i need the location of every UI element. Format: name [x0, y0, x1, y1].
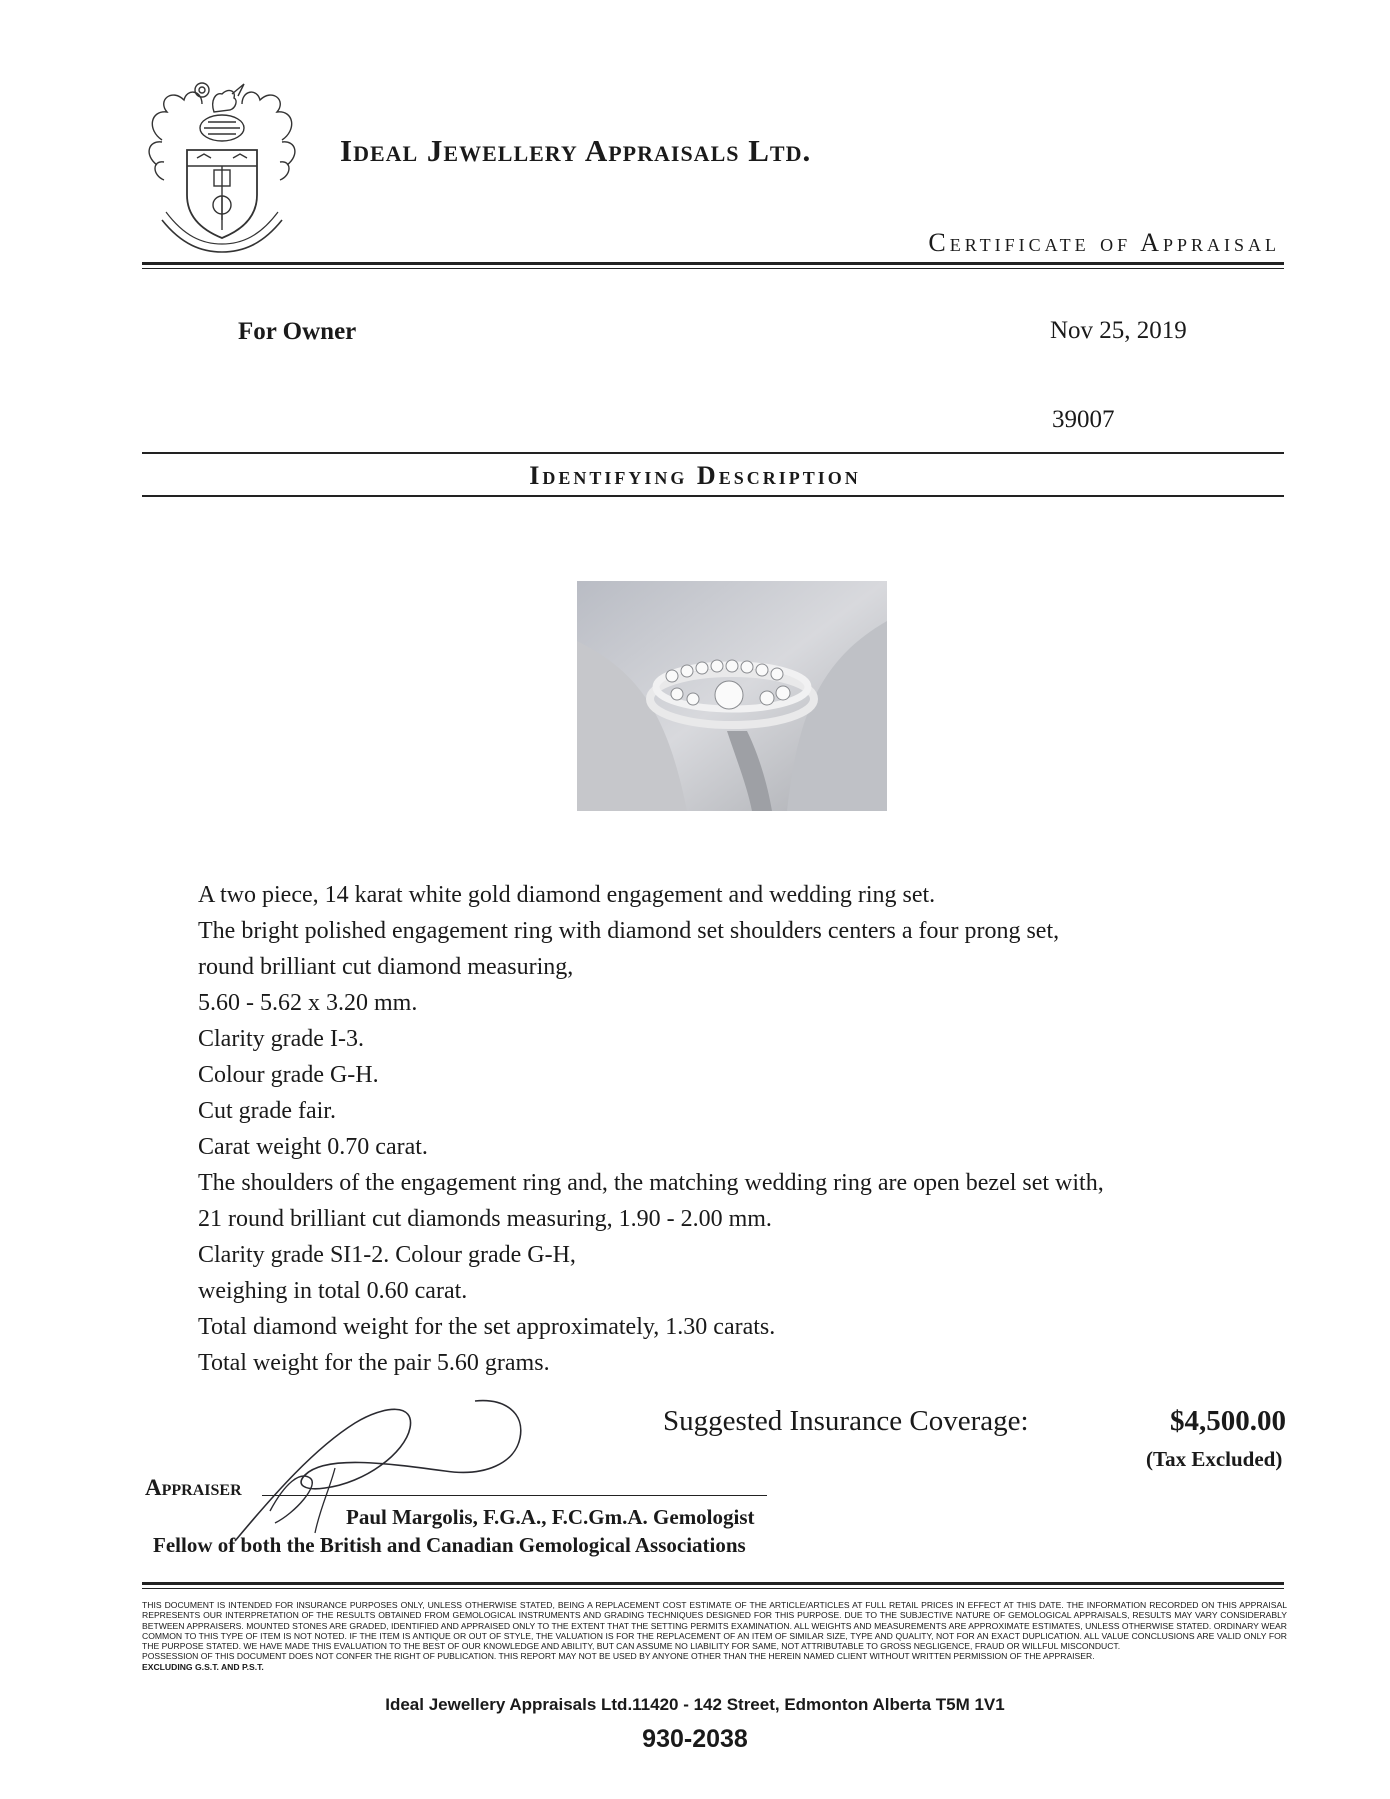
appraiser-name: Paul Margolis, F.G.A., F.C.Gm.A. Gemologist [346, 1505, 755, 1529]
description-line: A two piece, 14 karat white gold diamond engagement and wedding ring set. [198, 882, 936, 908]
description-line: Clarity grade SI1-2. Colour grade G-H, [198, 1242, 576, 1268]
signature-line [262, 1495, 767, 1496]
disclaimer [142, 1600, 1287, 1672]
coverage-label: Suggested Insurance Coverage: [663, 1405, 1029, 1437]
description-line: The bright polished engagement ring with diamond set shoulders centers a four prong set, [198, 918, 1060, 944]
certificate-title: Certificate of Appraisal [928, 228, 1280, 257]
appraiser-fellowship: Fellow of both the British and Canadian Gemological Associations [153, 1533, 746, 1557]
description-line: weighing in total 0.60 carat. [198, 1278, 468, 1304]
section-rule-top [142, 452, 1284, 454]
appraisal-date: Nov 25, 2019 [1050, 317, 1187, 344]
header-rule-thin [142, 268, 1284, 269]
footer-phone: 930-2038 [642, 1725, 748, 1753]
description-line: Cut grade fair. [198, 1098, 336, 1124]
description-line: 21 round brilliant cut diamonds measuring, 1.90 - 2.00 mm. [198, 1206, 772, 1232]
tax-note: (Tax Excluded) [1146, 1447, 1283, 1471]
reference-number: 39007 [1052, 406, 1115, 433]
crest-logo [142, 70, 302, 260]
description-line: Total diamond weight for the set approximately, 1.30 carats. [198, 1314, 776, 1340]
header-rule-thick [142, 262, 1284, 265]
section-title: Identifying Description [529, 461, 861, 490]
description-block [198, 877, 1258, 1381]
ring-photo [577, 581, 887, 811]
company-name: Ideal Jewellery Appraisals Ltd. [340, 133, 812, 168]
coverage-value: $4,500.00 [1170, 1405, 1286, 1437]
owner-label: For Owner [238, 318, 357, 345]
disclaimer-possession: POSSESSION OF THIS DOCUMENT DOES NOT CONFER THE RIGHT OF PUBLICATION. THIS REPORT MAY NOT BE USED BY ANYONE OTHER THAN THE HEREIN NAMED CLIENT WITHOUT WRITTEN PERMISSION OF THE APPRAISER. [142, 1651, 1095, 1662]
description-line: The shoulders of the engagement ring and, the matching wedding ring are open bezel set with, [198, 1170, 1104, 1196]
description-line: Total weight for the pair 5.60 grams. [198, 1350, 550, 1376]
description-line: 5.60 - 5.62 x 3.20 mm. [198, 990, 418, 1016]
disclaimer-paragraph: THIS DOCUMENT IS INTENDED FOR INSURANCE PURPOSES ONLY, UNLESS OTHERWISE STATED, BEING A REPLACEMENT COST ESTIMATE OF THE ARTICLE/ARTICLES AT FULL RETAIL PRICES IN EFFECT AT THIS DATE. THE INFORMATION RECORDED ON THIS APPRAISAL REPRESENTS OUR INTERPRETATION OF THE RESULTS OBTAINED FROM GEMOLOGICAL INSTRUMENTS AND GRADING TECHNIQUES DESIGNED FOR THIS PURPOSE. DUE TO THE SUBJECTIVE NATURE OF GEMOLOGICAL APPRAISALS, RESULTS MAY VARY CONSIDERABLY BETWEEN APPRAISERS. MOUNTED STONES ARE GRADED, IDENTIFIED AND APPRAISED ONLY TO THE EXTENT THAT THE SETTING PERMITS EXAMINATION. ALL WEIGHTS AND MEASUREMENTS ARE APPROXIMATE ESTIMATES, UNLESS OTHERWISE STATED. ORDINARY WEAR COMMON TO THIS TYPE OF ITEM IS NOT NOTED. IF THE ITEM IS ANTIQUE OR OUT OF STYLE, THE VALUATION IS FOR THE REPLACEMENT OF AN ITEM OF SIMILAR SIZE, TYPE AND QUALITY, NOT FOR AN EXACT DUPLICATION. ALL VALUE CONCLUSIONS ARE VALID ONLY FOR THE PURPOSE STATED. WE HAVE MADE THIS EVALUATION TO THE BEST OF OUR KNOWLEDGE AND ABILITY, BUT CAN ASSUME NO LIABILITY FOR SAME, NOT ATTRIBUTABLE TO GROSS NEGLIGENCE, FRAUD OR WILLFUL MISCONDUCT. [142, 1600, 1287, 1652]
description-line: round brilliant cut diamond measuring, [198, 954, 574, 980]
disclaimer-tax: EXCLUDING G.S.T. AND P.S.T. [142, 1661, 264, 1672]
footer-rule-thin [142, 1588, 1284, 1589]
footer-address: Ideal Jewellery Appraisals Ltd.11420 - 142 Street, Edmonton Alberta T5M 1V1 [385, 1695, 1005, 1714]
footer-rule-thick [142, 1582, 1284, 1585]
description-line: Colour grade G-H. [198, 1062, 379, 1088]
description-line: Clarity grade I-3. [198, 1026, 364, 1052]
description-line: Carat weight 0.70 carat. [198, 1134, 428, 1160]
appraiser-label: Appraiser [145, 1475, 242, 1500]
section-rule-bottom [142, 495, 1284, 497]
